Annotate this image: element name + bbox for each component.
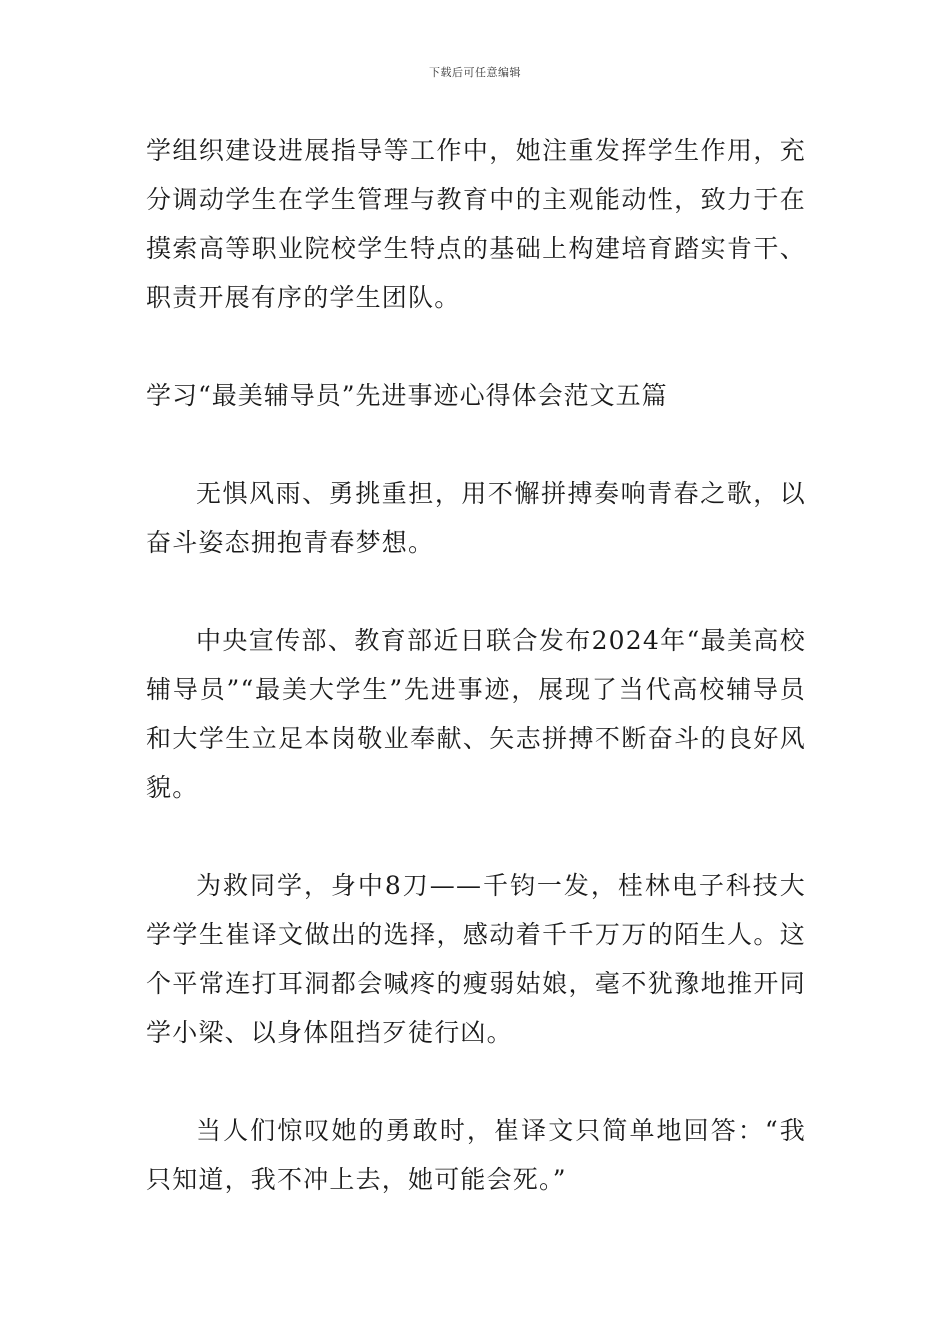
document-body (146, 126, 806, 1204)
paragraph-story: 为救同学，身中8刀——千钧一发，桂林电子科技大学学生崔译文做出的选择，感动着千千万万的陌生人。这个平常连打耳洞都会喊疼的瘦弱姑娘，毫不犹豫地推开同学小梁、以身体阻挡歹徒行凶。 (146, 871, 806, 1047)
paragraph-quote: 当人们惊叹她的勇敢时，崔译文只简单地回答：“我只知道，我不冲上去，她可能会死。” (146, 1116, 806, 1194)
paragraph-intro: 无惧风雨、勇挑重担，用不懈拼搏奏响青春之歌，以奋斗姿态拥抱青春梦想。 (146, 479, 806, 557)
page-header: 下载后可任意编辑 (429, 66, 521, 79)
paragraph-gap (146, 322, 806, 371)
paragraph-gap (146, 567, 806, 616)
paragraph-gap (146, 812, 806, 861)
paragraph-gap (146, 420, 806, 469)
paragraph-announcement: 中央宣传部、教育部近日联合发布2024年“最美高校辅导员”“最美大学生”先进事迹，展现了当代高校辅导员和大学生立足本岗敬业奉献、矢志拼搏不断奋斗的良好风貌。 (146, 626, 806, 802)
paragraph-continuation: 学组织建设进展指导等工作中，她注重发挥学生作用，充分调动学生在学生管理与教育中的主观能动性，致力于在摸索高等职业院校学生特点的基础上构建培育踏实肯干、职责开展有序的学生团队。 (146, 136, 806, 312)
paragraph-gap (146, 1057, 806, 1106)
section-title: 学习“最美辅导员”先进事迹心得体会范文五篇 (146, 381, 668, 410)
